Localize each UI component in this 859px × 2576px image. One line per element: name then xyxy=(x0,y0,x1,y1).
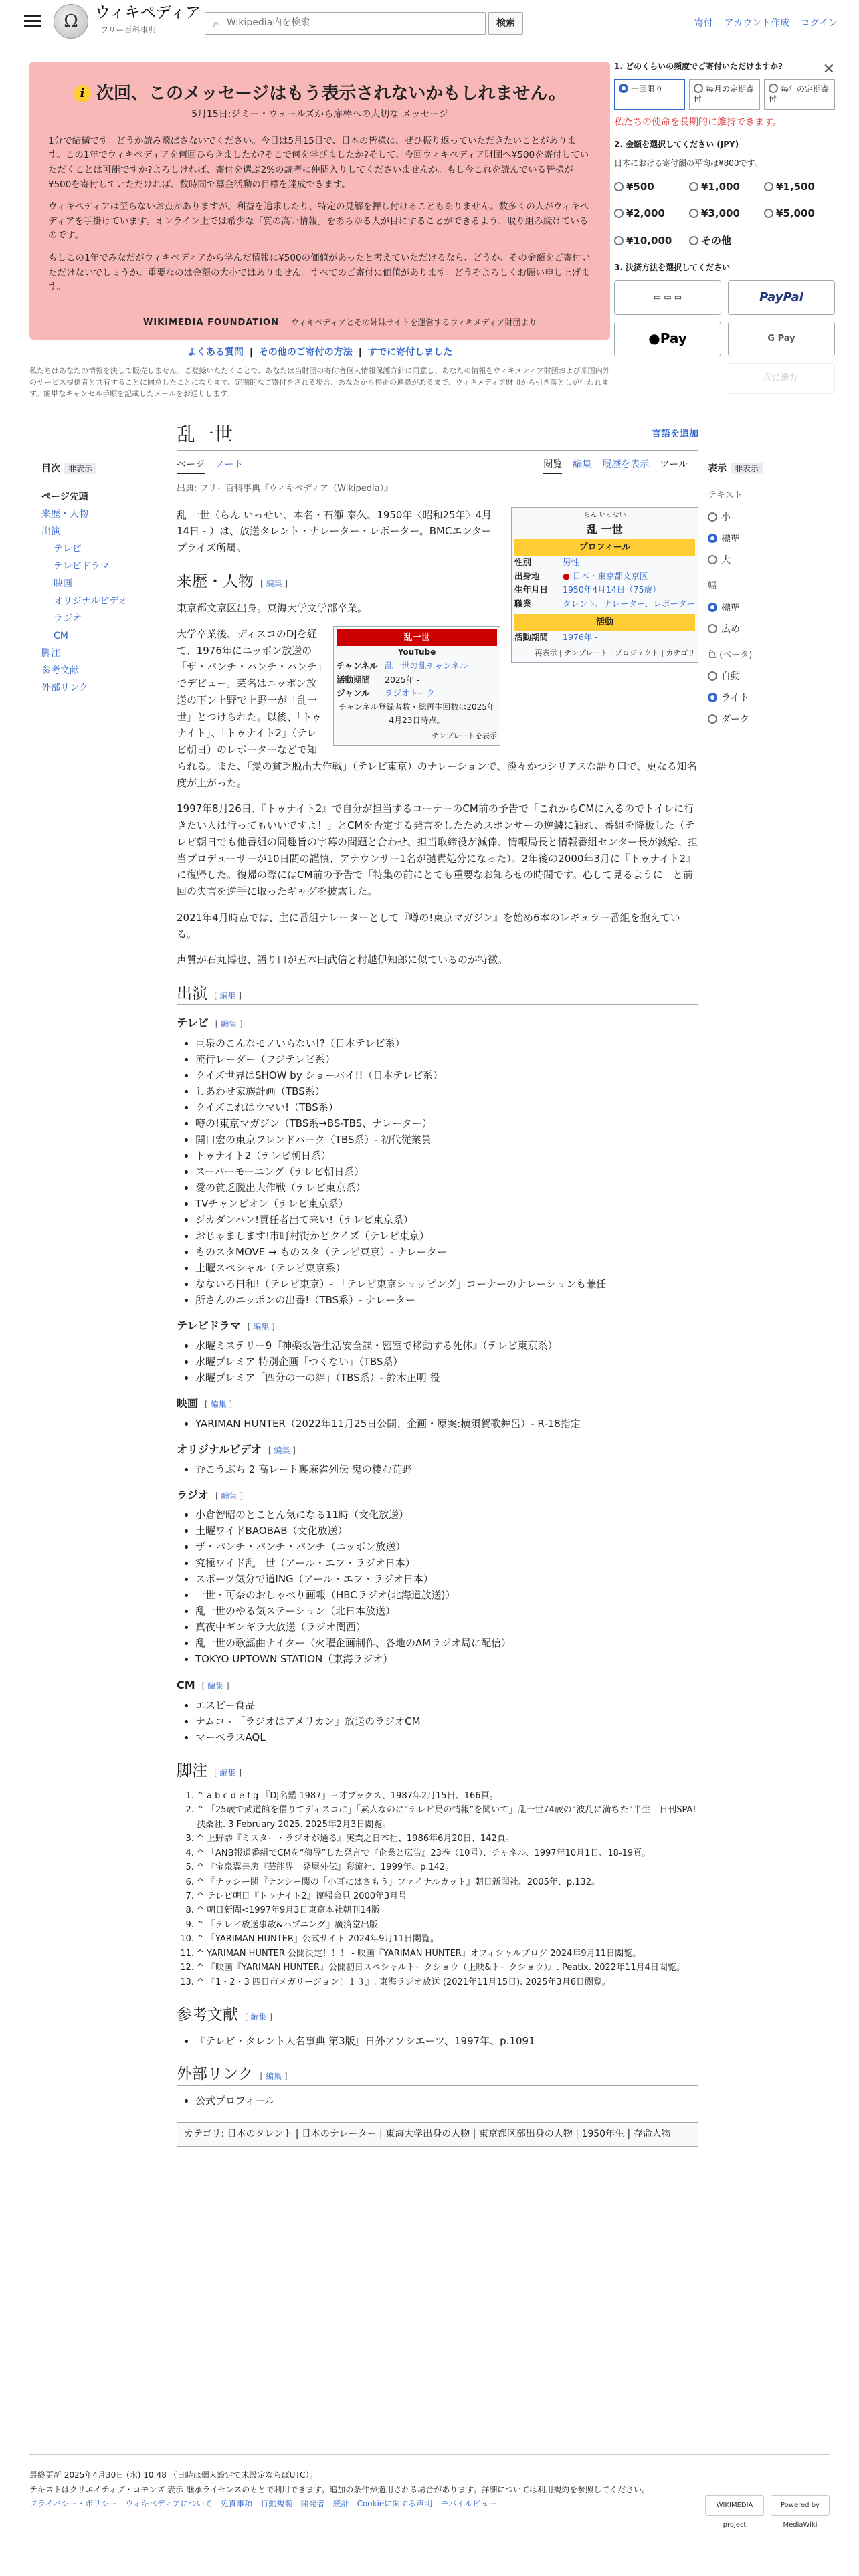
add-languages-button[interactable]: 言語を追加 xyxy=(652,429,698,439)
list-item[interactable]: • 真夜中ギンギラ大放送（ラジオ関西） xyxy=(195,1619,698,1635)
references-list xyxy=(195,2033,698,2049)
yt-row: 活動期間 2025年 - xyxy=(337,674,420,685)
width-wide[interactable]: 広め xyxy=(708,619,842,640)
page-tabs xyxy=(177,457,698,477)
list-item[interactable]: • 究極ワイド乱一世（アール・エフ・ラジオ日本） xyxy=(195,1555,698,1571)
tab-page[interactable]: ページ xyxy=(177,457,205,474)
list-item[interactable]: • トゥナイト2（テレビ朝日系） xyxy=(195,1148,698,1164)
table-of-contents xyxy=(41,461,162,697)
list-item[interactable]: • 所さんのニッポンの出番!（TBS系）- ナレーター xyxy=(195,1292,698,1308)
toc-item[interactable]: オリジナルビデオ xyxy=(54,596,128,607)
subsection-heading: オリジナルビデオ [ 編集 ] xyxy=(177,1442,296,1456)
amount-option[interactable]: ¥2,000 xyxy=(614,203,685,225)
article-source: 出典: フリー百科事典『ウィキペディア（Wikipedia）』 xyxy=(177,484,393,494)
wmf-logo: WIKIMEDIA FOUNDATION ウィキペディアとその姉妹サイトを運営するウィキメディア財団より xyxy=(143,318,537,328)
infobox-row: 生年月日 1950年4月14日（75歳） xyxy=(514,584,661,595)
mediawiki-badge[interactable]: Powered by MediaWiki xyxy=(771,2495,830,2516)
list-item[interactable]: • 水曜プレミア「四分の一の絆」（TBS系）- 鈴木正明 役 xyxy=(195,1370,698,1386)
footer-link[interactable]: 免責事項 xyxy=(220,2499,253,2509)
search-placeholder: Wikipedia内を検索 xyxy=(227,17,310,29)
infobox-row: 性別 男性 xyxy=(514,557,580,568)
footnotes-list xyxy=(197,1789,698,1990)
list-item[interactable]: 5. ^ 『宝泉翼書房『芸能界一発屋外伝』彩流社、1999年、p.142。 xyxy=(197,1860,698,1874)
list-item[interactable]: • 愛の貧乏脱出大作戦（テレビ東京系） xyxy=(195,1180,698,1196)
amount-option[interactable]: ¥3,000 xyxy=(689,203,760,225)
list-item[interactable]: 12. ^ 『映画『YARIMAN HUNTER』公開初日スペシャルトークショウ（上映&トークショウ）』. Peatix. 2022年11月4日閲覧。 xyxy=(197,1961,698,1975)
tab-history[interactable]: 履歴を表示 xyxy=(602,459,650,471)
yt-row: ジャンル ラジオトーク xyxy=(337,688,436,699)
apple-pay-button[interactable]: ● Pay xyxy=(614,322,721,356)
subsection-heading: テレビドラマ [ 編集 ] xyxy=(177,1319,275,1332)
toc-item[interactable]: CM xyxy=(54,631,68,642)
list-item[interactable]: 4. ^ 「ANB報道番組でCMを“侮辱”した発言で『企業と広告』23巻（10号）、チャネル、1997年10月1日、18-19頁。 xyxy=(197,1846,698,1860)
edit-section-link[interactable]: 編集 xyxy=(210,1400,227,1410)
banner-links: よくある質問 | その他のご寄付の方法 | すでに寄付しました xyxy=(187,347,453,358)
toc-list xyxy=(41,488,162,697)
yt-row: チャンネル 乱一世の乱チャンネル xyxy=(337,661,468,671)
info-icon: i xyxy=(74,85,91,102)
amount-other[interactable]: その他 xyxy=(689,230,835,252)
list-item[interactable]: • スーパーモーニング（テレビ朝日系） xyxy=(195,1164,698,1180)
login-link[interactable]: ログイン xyxy=(800,18,838,29)
section-heading: 出演 [ 編集 ] xyxy=(177,983,698,1005)
main-menu-icon[interactable] xyxy=(24,15,41,28)
search-button[interactable]: 検索 xyxy=(488,12,523,35)
footer-badges xyxy=(705,2495,830,2529)
banner-subtitle: 5月15日:ジミー・ウェールズから扉棒への大切な メッセージ xyxy=(191,108,448,120)
subsection-heading: 映画 [ 編集 ] xyxy=(177,1397,233,1410)
yt-nav[interactable]: テンプレートを表示 xyxy=(431,731,497,740)
toc-item[interactable]: テレビ xyxy=(54,544,82,555)
list-item[interactable]: • おじゃまします!市町村街かどクイズ（テレビ東京） xyxy=(195,1228,698,1244)
banner-title: i 次回、このメッセージはもう表示されないかもしれません。 xyxy=(48,83,591,106)
infobox-active-table: 活動期間 1976年 - xyxy=(514,631,598,642)
edit-section-link[interactable]: 編集 xyxy=(274,1445,290,1455)
infobox-active-header: 活動 xyxy=(514,614,695,631)
amount-option[interactable]: ¥500 xyxy=(614,176,685,198)
wikimedia-badge[interactable]: WIKIMEDIA project xyxy=(705,2495,764,2516)
section-heading: 脚注 [ 編集 ] xyxy=(177,1760,698,1782)
toc-item[interactable]: ラジオ xyxy=(54,613,82,625)
list-item[interactable]: 7. ^ テレビ朝日『トゥナイト2』復帰会見 2000年3月号 xyxy=(197,1889,698,1903)
banner-paragraph: もしこの1年でみなだがウィキペディアから学んだ情報に¥500の価値があったと考えていただけるなら、どうか、その金額をご寄付いただけないでしょうか。重要なのは金額の大小ではありません。すべてのご寄付に価値があります。どうぞよろしくお願い申し上げます。 xyxy=(48,253,591,293)
body-paragraph: 2021年4月時点では、主に番組ナレーターとして『噂の!東京マガジン』を始め6本のレギュラー番組を抱えている。 xyxy=(177,911,680,940)
subsection-heading: ラジオ [ 編集 ] xyxy=(177,1488,244,1501)
list-item[interactable]: • TVチャンピオン（テレビ東京系） xyxy=(195,1196,698,1212)
banner-paragraph: ウィキペディアは至らないお点がありますが、利益を追求したり、特定の見解を押し付けることもありません。数多くの人がウィキペディアを手掛けています。オンライン上では希少な「質の高い情報」をあらゆる人が目にすることができるよう、取り組み続けているのです。 xyxy=(48,201,589,241)
yt-channel-link[interactable]: 乱一世の乱チャンネル xyxy=(385,661,468,671)
frequency-once[interactable]: 一回限り xyxy=(614,79,685,110)
list-item[interactable]: • クイズこれはウマい!（TBS系） xyxy=(195,1099,698,1115)
list-item[interactable]: • ザ・パンチ・パンチ・パンチ（ニッポン放送） xyxy=(195,1539,698,1555)
infobox-row: 出身地 ● 日本・東京都文京区 xyxy=(514,570,648,581)
body-paragraph: 東京都文京区出身。東海大学文学部卒業。 xyxy=(177,602,368,615)
list-item[interactable]: • むこうぶち 2 高レート裏麻雀列伝 鬼の棲む荒野 xyxy=(195,1461,698,1477)
toc-item[interactable]: ページ先頭 xyxy=(41,492,88,503)
infobox-name: 乱 一世 xyxy=(587,523,623,536)
credit-card-button[interactable]: ▭ ▭ ▭ xyxy=(614,280,721,315)
list-item[interactable]: • 流行レーダー（フジテレビ系） xyxy=(195,1051,698,1067)
infobox-value[interactable]: 日本・東京都文京区 xyxy=(572,570,648,581)
search-input[interactable] xyxy=(205,12,486,35)
search-icon: ⌕ xyxy=(213,16,219,29)
tagline: フリー百科事典 xyxy=(100,25,157,35)
toc-item[interactable]: 外部リンク xyxy=(41,683,88,694)
footer-link[interactable]: モバイルビュー xyxy=(440,2499,497,2509)
list-item[interactable]: 3. ^ 上野恭『ミスター・ラジオが通る』実業之日本社、1986年6月20日、142頁。 xyxy=(197,1832,698,1846)
footer-link[interactable]: ウィキペディアについて xyxy=(125,2499,213,2509)
frequency-yearly[interactable]: 毎年の定期寄付 xyxy=(764,79,835,110)
edit-section-link[interactable]: 編集 xyxy=(219,1767,236,1778)
list-item[interactable]: • 水曜プレミア 特別企画「つくない」（TBS系） xyxy=(195,1354,698,1370)
external-links-list xyxy=(195,2092,698,2109)
tab-tools[interactable]: ツール xyxy=(660,459,688,471)
body-paragraph: 大学卒業後、ディスコのDJを経て、1976年にニッポン放送の「ザ・パンチ・パンチ・パンチ」でデビュー。芸名はニッポン放送の下ン上野で上野一が「乱一世」とつけられた。以後、「トゥナイト」、「トゥナイト2」（テレビ朝日）のレポーターなどで知られる。また、「愛の貧乏脱出大作戦」（テレビ東京）のナレーションで、淡々かつシリアスな語り口で、更なる知名度が上がった。 xyxy=(177,627,697,789)
apple-icon: ● xyxy=(648,330,660,347)
list-item[interactable]: • 噂の!東京マガジン（TBS系→BS-TBS、ナレーター） xyxy=(195,1115,698,1132)
list-item[interactable]: • しあわせ家族計画（TBS系） xyxy=(195,1083,698,1099)
google-pay-button[interactable]: G Pay xyxy=(728,322,835,356)
toc-item[interactable]: 来歴・人物 xyxy=(41,509,88,520)
appearance-panel xyxy=(708,461,842,730)
amount-question: 2. 金額を選択してください (JPY) xyxy=(614,140,739,150)
create-account-link[interactable]: アカウント作成 xyxy=(724,18,790,29)
infobox-row: 職業 タレント、ナレーター、レポーター xyxy=(514,598,695,609)
user-links xyxy=(686,16,838,31)
edit-section-link[interactable]: 編集 xyxy=(253,1321,270,1331)
toc-item[interactable]: 参考文献 xyxy=(41,665,79,677)
list-item[interactable]: • TOKYO UPTOWN STATION（東海ラジオ） xyxy=(195,1651,698,1667)
infobox xyxy=(511,507,698,663)
infobox-value[interactable]: タレント、ナレーター、レポーター xyxy=(563,598,695,609)
list-item[interactable]: 9. ^ 『テレビ放送事故&ハプニング』廣済堂出版 xyxy=(197,1918,698,1932)
infobox-ruby: らん いっせい xyxy=(583,511,626,519)
text-size-small[interactable]: 小 xyxy=(708,507,842,528)
width-standard[interactable]: 標準 xyxy=(708,597,842,619)
list-item[interactable]: • クイズ世界はSHOW by ショーバイ!!（日本テレビ系） xyxy=(195,1067,698,1083)
list-item[interactable]: • 土曜ワイドBAOBAB（文化放送） xyxy=(195,1523,698,1539)
list-item[interactable]: • なないろ日和!（テレビ東京）- 「テレビ東京ショッピング」コーナーのナレーションも兼任 xyxy=(195,1276,698,1292)
payment-methods xyxy=(614,280,835,356)
amount-option[interactable]: ¥1,000 xyxy=(689,176,760,198)
list-item[interactable]: • 一世・可奈のおしゃべり画報（HBCラジオ(北海道放送)） xyxy=(195,1587,698,1603)
average-note: 日本における寄付額の平均は¥800です。 xyxy=(614,158,763,168)
edit-section-link[interactable]: 編集 xyxy=(207,1681,224,1691)
edit-section-link[interactable]: 編集 xyxy=(266,2072,282,2082)
yt-name: 乱一世 xyxy=(337,629,497,646)
subsection-heading: テレビ [ 編集 ] xyxy=(177,1016,243,1030)
list-item[interactable]: • ジカダンパン!責任者出て来い!（テレビ東京系） xyxy=(195,1212,698,1228)
amount-option[interactable]: ¥5,000 xyxy=(764,203,835,225)
drama-list xyxy=(195,1337,698,1386)
yt-note: チャンネル登録者数・総再生回数は2025年4月23日時点。 xyxy=(339,702,495,725)
list-item[interactable]: 2. ^ 「25歳で武道館を借りてディスコに」「素人なのに“テレビ局の情報”を聞いて」乱一世74歳の“波乱に満ちた”半生 - 日刊SPA! 扶桑社. 3 February 2025. 2025年2月3日閲覧。 xyxy=(197,1803,698,1832)
subsection-heading: CM [ 編集 ] xyxy=(177,1679,229,1692)
footer-link[interactable]: 統計 xyxy=(332,2499,349,2509)
infobox-value[interactable]: 1976年 - xyxy=(563,631,598,642)
paypal-button[interactable]: PayPal xyxy=(728,280,835,315)
wordmark[interactable]: ウィキペディア xyxy=(95,4,201,21)
footer-link[interactable]: プライバシー・ポリシー xyxy=(29,2499,118,2509)
infobox-value[interactable]: 1950年4月14日（75歳） xyxy=(563,584,661,595)
amount-option[interactable]: ¥10,000 xyxy=(614,230,685,252)
payment-question: 3. 決済方法を選択してください xyxy=(614,262,731,272)
movie-list xyxy=(195,1416,698,1432)
edit-section-link[interactable]: 編集 xyxy=(221,1019,237,1029)
list-item[interactable]: • 乱一世のやる気ステーション（北日本放送） xyxy=(195,1603,698,1619)
list-item[interactable]: • 開口宏の東京フレンドパーク（TBS系）- 初代従業員 xyxy=(195,1132,698,1148)
toc-item[interactable]: 映画 xyxy=(54,578,72,590)
list-item[interactable]: • 乱一世の歌謡曲ナイター（火曜企画制作、各地のAMラジオ局に配信） xyxy=(195,1635,698,1651)
article xyxy=(177,421,698,2147)
yt-table xyxy=(337,659,497,701)
faq-link[interactable]: よくある質問 xyxy=(187,347,244,358)
body-paragraph: 声質が石丸博也、語り口が五木田武信と村越伊知郎に似ているのが特徴。 xyxy=(177,954,508,966)
list-item[interactable]: • 公式プロフィール xyxy=(195,2092,698,2109)
infobox-table xyxy=(514,556,695,611)
width-label: 幅 xyxy=(708,580,717,591)
flag-icon: ● xyxy=(563,570,573,581)
radio-list xyxy=(195,1507,698,1667)
edit-section-link[interactable]: 編集 xyxy=(250,2012,267,2022)
body-paragraph: 1997年8月26日、『トゥナイト2』で自分が担当するコーナーのCM前の予告で「これからCMに入るのでトイレに行きたい人は行ってもいいですよ！」とCMを否定する発言をしたためスポンサーの逆鱗に触れ、番組を降板した（テレビ朝日でも他番組の同趣旨の字幕の問題と合わせ、担当取締役が減俸、情報局長と情報番組センター長が減給、担当プロデューサーが10日間の謹慎、アナウンサー1名が譴責処分になった）。2年後の2000年3月に『トゥナイト2』に復帰した。復帰の際にはCM前の予告で「特集の前にとても重要なお知らせの時間です。心して見るように」と前回の失言を逆手に取ったギャグを披露した。 xyxy=(177,802,698,898)
close-icon[interactable]: ✕ xyxy=(822,61,835,78)
list-item[interactable]: • 土曜スペシャル（テレビ東京系） xyxy=(195,1260,698,1276)
list-item[interactable]: • 『テレビ・タレント人名事典 第3版』日外アソシエーツ、1997年、p.1091 xyxy=(195,2033,698,2049)
footer-link[interactable]: 開発者 xyxy=(300,2499,325,2509)
list-item[interactable]: 10. ^ 『YARIMAN HUNTER』公式サイト 2024年9月11日閲覧。 xyxy=(197,1932,698,1946)
list-item[interactable]: • YARIMAN HUNTER（2022年11月25日公開、企画・原案:横須賀歌舞呂）- R-18指定 xyxy=(195,1416,698,1432)
infobox-value[interactable]: 男性 xyxy=(563,557,580,568)
list-item[interactable]: • ものスタMOVE → ものスタ（テレビ東京）- ナレーター xyxy=(195,1244,698,1260)
edit-section-link[interactable]: 編集 xyxy=(266,578,282,588)
toc-header: 目次 非表示 xyxy=(41,461,162,481)
color-dark[interactable]: ダーク xyxy=(708,709,842,730)
toc-item[interactable]: テレビドラマ xyxy=(54,561,110,572)
list-item[interactable]: 8. ^ 朝日新聞<1997年9月3日東京本社朝刊14版 xyxy=(197,1903,698,1917)
youtube-infobox xyxy=(333,626,500,746)
list-item[interactable]: 1. ^ a b c d e f g 『DJ名鑑 1987』三才ブックス、1987年2月15日、166頁。 xyxy=(197,1789,698,1803)
list-item[interactable]: • マーベラスAQL xyxy=(195,1729,698,1745)
appearance-header: 表示 非表示 xyxy=(708,461,842,481)
already-donated-link[interactable]: すでに寄付しました xyxy=(367,347,453,358)
banner-fine-print: 私たちはあなたの情報を決して販売しません。ご登録いただくことで、あなたは当財団の寄付者個人情報保護方針に同意し、あなたの情報をウィキメディア財団および米国内外のサービス提供者と共有することに同意したことになります。定期的なご寄付をされる場合、あなたから停止の連絡があるまで、ウィキメディア財団から引き落としが行われます。簡単なキャンセル手順を記載したメールをお送りします。 xyxy=(29,366,610,399)
list-item[interactable]: 6. ^ 『ナッシー関『ナンシー関の「小耳にはさもう」ファイナルカット』朝日新聞社、2005年、p.132。 xyxy=(197,1875,698,1889)
video-list xyxy=(195,1461,698,1477)
tab-talk[interactable]: ノート xyxy=(215,459,244,471)
list-item[interactable]: 13. ^ 『1・2・3 四日市メガリージョン！１３』. 東海ラジオ放送 (2021年11月15日). 2025年3月6日閲覧。 xyxy=(197,1975,698,1990)
intro-paragraph: 乱 一世（らん いっせい、本名・石瀬 泰久、1950年〈昭和25年〉4月14日 - ）は、放送タレント・ナレーター・レポーター。BMCエンタープライズ所属。 xyxy=(177,508,492,554)
section-heading: 参考文献 [ 編集 ] xyxy=(177,2004,698,2026)
color-label: 色 (ベータ) xyxy=(708,649,753,660)
footer-link[interactable]: 行動規範 xyxy=(260,2499,293,2509)
appearance-hide-button[interactable]: 非表示 xyxy=(731,463,763,474)
page-title: 乱一世 xyxy=(177,421,698,451)
list-item[interactable]: • エスビー食品 xyxy=(195,1697,698,1713)
infobox-nav[interactable]: 再表示 | テンプレート | プロジェクト | カテゴリ xyxy=(535,648,695,657)
cm-list xyxy=(195,1697,698,1745)
banner-paragraph: 1分で結構です。どうか読み飛ばさないでください。今日は5月15日で、日本の皆様に、ぜひ振り返っていただきたいことがあります。この1年でウィキペディアを何回ひらきましたか?そこで何を学びましたか?そして、今回ウィキペディア財団へ¥500を寄付していただくことは可能ですか?よろしければ、寄付を選ぶ2%の読者に仲間入りしてくださいませんか。もし今これを読んでいる皆様が¥500を寄付していただければ、数時間で募金活動の目標を達成できます。 xyxy=(48,135,589,190)
footer-link[interactable]: Cookieに関する声明 xyxy=(357,2499,433,2509)
list-item[interactable]: 11. ^ YARIMAN HUNTER 公開決定！！！ - 映画『YARIMAN HUNTER』オフィシャルブログ 2024年9月11日閲覧。 xyxy=(197,1947,698,1961)
edit-section-link[interactable]: 編集 xyxy=(219,991,236,1001)
page-footer xyxy=(29,2454,830,2529)
toc-item[interactable]: 出演 xyxy=(41,526,60,538)
tv-list xyxy=(195,1035,698,1308)
frequency-monthly[interactable]: 毎月の定期寄付 xyxy=(689,79,760,110)
frequency-question: 1. どのくらいの頻度でご寄付いただけますか? xyxy=(614,62,783,71)
section-heading: 来歴・人物 [ 編集 ] xyxy=(177,571,698,593)
color-auto[interactable]: 自動 xyxy=(708,666,842,687)
toc-item[interactable]: 脚注 xyxy=(41,648,60,659)
section-heading: 外部リンク [ 編集 ] xyxy=(177,2064,698,2086)
frequency-note: 私たちの使命を長期的に維持できます。 xyxy=(614,116,782,128)
site-header xyxy=(0,0,859,47)
tab-read[interactable]: 閲覧 xyxy=(543,457,562,474)
color-light[interactable]: ライト xyxy=(708,687,842,709)
yt-genre-link[interactable]: ラジオトーク xyxy=(385,688,436,699)
wikipedia-globe-logo[interactable]: Ω xyxy=(54,4,88,39)
license-text: テキストはクリエイティブ・コモンズ 表示-継承ライセンスのもとで利用できます。追加の条件が適用される場合があります。詳細については利用規約を参照してください。 xyxy=(29,2484,650,2494)
amount-option[interactable]: ¥1,500 xyxy=(764,176,835,198)
continue-button[interactable]: 次に進む xyxy=(727,363,835,394)
donate-link[interactable]: 寄付 xyxy=(694,18,713,29)
list-item[interactable]: • 水曜ミステリー9『神楽坂署生活安全課・密室で移動する死体』（テレビ東京系） xyxy=(195,1337,698,1354)
infobox-profile-header: プロフィール xyxy=(514,539,695,556)
list-item[interactable]: • スポーツ気分で道ING（アール・エフ・ラジオ日本） xyxy=(195,1571,698,1587)
edit-section-link[interactable]: 編集 xyxy=(221,1491,237,1501)
list-item[interactable]: • ナムコ - 「ラジオはアメリカン」放送のラジオCM xyxy=(195,1713,698,1729)
donate-form xyxy=(614,55,835,403)
category-box[interactable]: カテゴリ: 日本のタレント | 日本のナレーター | 東海大学出身の人物 | 東京都区部出身の人物 | 1950年生 | 存命人物 xyxy=(177,2122,698,2147)
tab-edit[interactable]: 編集 xyxy=(573,459,592,471)
list-item[interactable]: • 小倉智昭のとことん気になる11時（文化放送） xyxy=(195,1507,698,1523)
amount-options xyxy=(614,176,835,252)
text-size-large[interactable]: 大 xyxy=(708,550,842,571)
frequency-options xyxy=(614,79,835,110)
other-ways-link[interactable]: その他のご寄付の方法 xyxy=(258,347,353,358)
yt-label: YouTube xyxy=(397,647,436,657)
text-size-label: テキスト xyxy=(708,490,743,501)
toc-hide-button[interactable]: 非表示 xyxy=(64,463,96,474)
last-modified: 最終更新 2025年4月30日 (水) 10:48 （日時は個人設定で未設定ならばUTC）。 xyxy=(29,2470,318,2480)
donation-banner xyxy=(29,62,610,340)
text-size-standard[interactable]: 標準 xyxy=(708,528,842,550)
list-item[interactable]: • 巨泉のこんなモノいらない!?（日本テレビ系） xyxy=(195,1035,698,1051)
